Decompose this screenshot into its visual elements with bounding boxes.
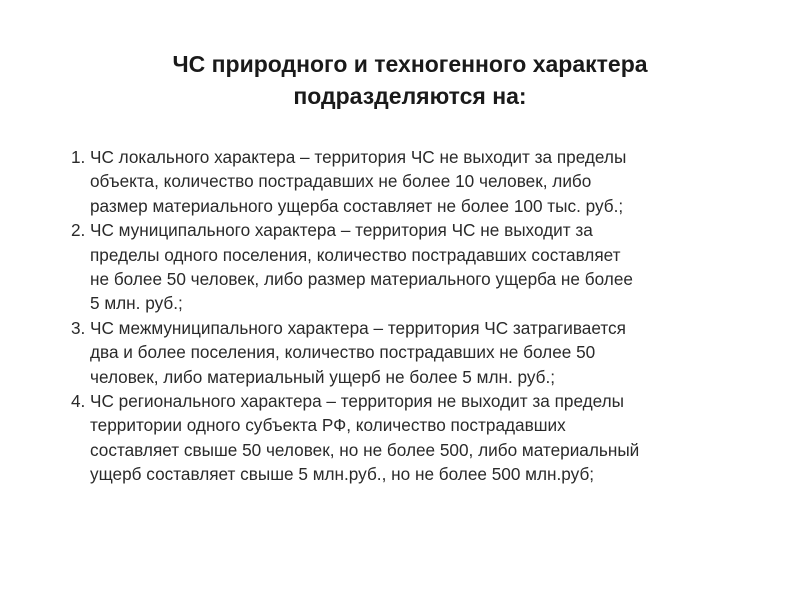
list-item-number: 2. <box>71 220 86 241</box>
list-item-line: ущерб составляет свыше 5 млн.руб., но не более 500 млн.руб; <box>90 464 595 485</box>
list-item-line: составляет свыше 50 человек, но не более 500, либо материальный <box>90 439 640 460</box>
slide-title <box>80 48 740 112</box>
list-item-line: ЧС межмуниципального характера – территория ЧС затрагивается <box>90 317 626 338</box>
title-line-2: подразделяются на: <box>293 83 527 109</box>
list-item-number: 3. <box>71 317 86 338</box>
list-item-line: территории одного субъекта РФ, количество пострадавших <box>90 415 566 436</box>
numbered-list <box>71 145 731 487</box>
list-item-4 <box>71 389 731 487</box>
list-item-line: ЧС локального характера – территория ЧС не выходит за пределы <box>90 147 627 167</box>
list-item-line: ЧС муниципального характера – территория ЧС не выходит за <box>90 220 593 241</box>
list-item-line: два и более поселения, количество пострадавших не более 50 <box>90 342 596 363</box>
list-item-line: человек, либо материальный ущерб не более 5 млн. руб.; <box>90 366 556 387</box>
list-item-line: не более 50 человек, либо размер материального ущерба не более <box>90 269 633 290</box>
list-item-line: объекта, количество пострадавших не более 10 человек, либо <box>90 171 592 192</box>
list-item-2 <box>71 218 731 316</box>
list-item-3 <box>71 316 731 389</box>
list-item-line: 5 млн. руб.; <box>90 293 183 314</box>
list-item-number: 4. <box>71 391 86 412</box>
list-item-line: ЧС регионального характера – территория не выходит за пределы <box>90 391 625 412</box>
list-item-1 <box>71 145 731 218</box>
list-item-number: 1. <box>71 147 86 167</box>
list-item-line: пределы одного поселения, количество пострадавших составляет <box>90 244 621 265</box>
title-line-1: ЧС природного и техногенного характера <box>172 51 648 77</box>
list-item-line: размер материального ущерба составляет не более 100 тыс. руб.; <box>90 195 624 216</box>
